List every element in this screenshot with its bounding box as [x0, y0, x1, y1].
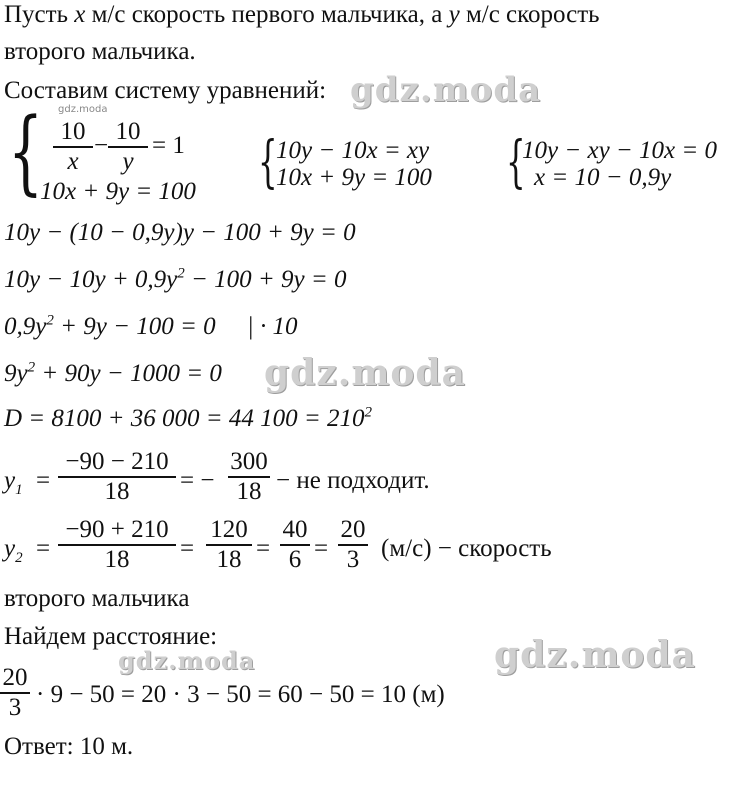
system-brace: { [258, 130, 278, 195]
numerator: 120 [210, 516, 248, 543]
denominator: 6 [280, 544, 310, 574]
system3-row1: 10y − xy − 10x = 0 [522, 137, 717, 164]
text: 9y [4, 360, 28, 387]
exponent: 2 [364, 404, 373, 421]
watermark: gdz.moda [350, 70, 542, 110]
fraction [228, 448, 270, 506]
exponent: 2 [27, 359, 36, 376]
numerator: 300 [230, 448, 268, 475]
distance-expression: · 9 − 50 = 20 · 3 − 50 = 60 − 50 = 10 (м) [36, 681, 445, 708]
step-3 [4, 312, 297, 342]
system2-row1: 10y − 10x = xy [276, 137, 430, 164]
y1-comment: − не подходит. [276, 467, 430, 494]
step-4 [4, 359, 222, 389]
numerator: 10 [115, 118, 141, 145]
equals-sign: = [314, 535, 329, 562]
equals-sign: = [36, 467, 51, 494]
step-2 [4, 265, 347, 295]
denominator: 3 [338, 544, 368, 574]
denominator: 18 [206, 544, 252, 574]
fraction [280, 516, 310, 574]
step-1: 10y − (10 − 0,9y)y − 100 + 9y = 0 [4, 219, 356, 246]
minus-sign: − [94, 132, 109, 159]
text: 0,9y [4, 313, 47, 340]
fraction [206, 516, 252, 574]
text: м/с скорость [459, 1, 600, 28]
watermark-small: gdz.moda [58, 104, 108, 115]
text: + 90y − 1000 = 0 [35, 360, 222, 387]
text: м/с скорость первого мальчика, а [85, 1, 449, 28]
exponent: 2 [46, 312, 54, 329]
denominator: 18 [58, 544, 176, 574]
intro-line-3: Составим систему уравнений: [4, 77, 327, 104]
line-boy: второго мальчика [4, 585, 190, 612]
fraction [338, 516, 368, 574]
equals-minus: = − [180, 467, 215, 494]
intro-line-1 [4, 0, 600, 30]
watermark: gdz.moda [264, 352, 466, 394]
fraction [108, 118, 148, 176]
var-y: y [448, 1, 460, 28]
system-brace: { [8, 98, 44, 205]
text: − 100 + 9y = 0 [184, 266, 347, 293]
numerator: 10 [60, 118, 86, 145]
equals-sign: = [256, 535, 271, 562]
denominator: 18 [58, 476, 176, 506]
numerator: −90 − 210 [65, 448, 169, 475]
answer: Ответ: 10 м. [4, 733, 134, 760]
equation-rhs: = 1 [152, 132, 185, 159]
watermark: gdz.moda [118, 646, 256, 675]
denominator: y [108, 146, 148, 176]
system1-row2: 10x + 9y = 100 [40, 178, 196, 205]
numerator: 20 [2, 664, 28, 691]
subscript: 2 [15, 550, 23, 566]
var-x: x [74, 1, 86, 28]
text: + 9y − 100 = 0 | · 10 [53, 313, 298, 340]
denominator: x [53, 146, 93, 176]
y1-label [4, 466, 23, 496]
text: Пусть [4, 1, 75, 28]
fraction [58, 516, 176, 574]
intro-line-2: второго мальчика. [4, 38, 196, 65]
system-brace: { [506, 130, 526, 195]
numerator: −90 + 210 [65, 516, 169, 543]
text: y [4, 535, 16, 562]
text: y [4, 467, 16, 494]
system3-row2: x = 10 − 0,9y [534, 164, 672, 191]
step-5 [4, 404, 372, 434]
fraction [53, 118, 93, 176]
text: 10y − 10y + 0,9y [4, 266, 178, 293]
distance-title: Найдем расстояние: [4, 623, 218, 650]
denominator: 18 [228, 476, 270, 506]
equals-sign: = [36, 535, 51, 562]
numerator: 20 [340, 516, 366, 543]
subscript: 1 [15, 482, 23, 498]
denominator: 3 [0, 692, 30, 722]
watermark: gdz.moda [494, 634, 696, 676]
fraction [0, 664, 30, 722]
fraction [58, 448, 176, 506]
y2-label [4, 534, 23, 564]
equals-sign: = [180, 535, 195, 562]
system2-row2: 10x + 9y = 100 [276, 164, 432, 191]
text: D = 8100 + 36 000 = 44 100 = 210 [4, 405, 365, 432]
y2-comment: (м/с) − скорость [381, 535, 552, 562]
exponent: 2 [177, 265, 185, 282]
numerator: 40 [282, 516, 308, 543]
